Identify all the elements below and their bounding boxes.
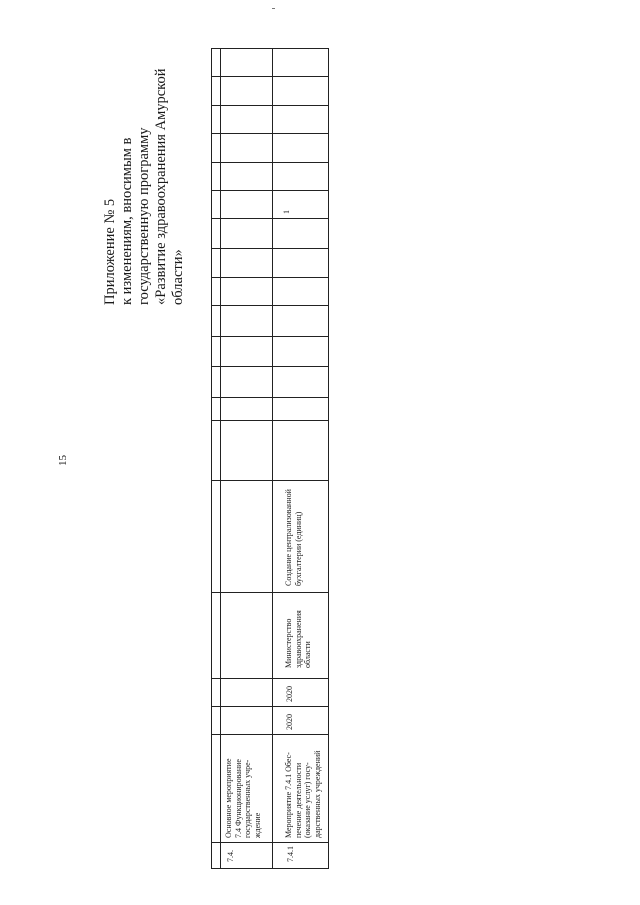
inner-divider	[220, 48, 221, 868]
grid-line	[211, 420, 329, 421]
grid-line	[211, 48, 329, 49]
grid-line	[211, 397, 329, 398]
grid-line	[211, 336, 329, 337]
row-divider	[272, 48, 273, 868]
appendix-line-3: государственную программу	[136, 127, 152, 305]
grid-line	[211, 706, 329, 707]
appendix-line-5: области»	[170, 249, 186, 305]
result-indicator: Создание централизованной бухгалтерии (единиц)	[284, 489, 303, 586]
appendix-line-4: «Развитие здравоохранения Амурской	[153, 68, 169, 305]
grid-line	[211, 162, 329, 163]
page-number: 15	[57, 455, 69, 466]
grid-line	[211, 218, 329, 219]
year-end: 2020	[285, 686, 294, 702]
grid-line	[211, 366, 329, 367]
grid-line	[211, 248, 329, 249]
grid-line	[211, 842, 329, 843]
grid-line	[211, 277, 329, 278]
executor: Министерство здравоохранения области	[284, 610, 312, 668]
grid-line	[211, 190, 329, 191]
table-border-right	[328, 48, 329, 868]
grid-line	[211, 734, 329, 735]
grid-line	[211, 678, 329, 679]
grid-line	[211, 133, 329, 134]
row-number: 7.4.1	[286, 846, 295, 862]
table-border-left	[211, 48, 212, 868]
appendix-line-1: Приложение № 5	[102, 198, 118, 305]
row-name: Мероприятие 7.4.1 Обес- печение деятельности (оказание услуг) госу- дарственных учреждений	[284, 750, 322, 838]
appendix-line-2: к изменениям, вносимым в	[119, 137, 135, 305]
grid-line	[211, 868, 329, 869]
grid-line	[211, 480, 329, 481]
row-name: Основное мероприятие 7.4 Функционирование государственных учре- ждение	[224, 758, 262, 838]
grid-line	[211, 305, 329, 306]
grid-line	[211, 76, 329, 77]
grid-line	[211, 105, 329, 106]
indicator-value: 1	[282, 210, 291, 214]
grid-line	[211, 592, 329, 593]
row-number: 7.4.	[226, 850, 235, 862]
year-start: 2020	[285, 714, 294, 730]
